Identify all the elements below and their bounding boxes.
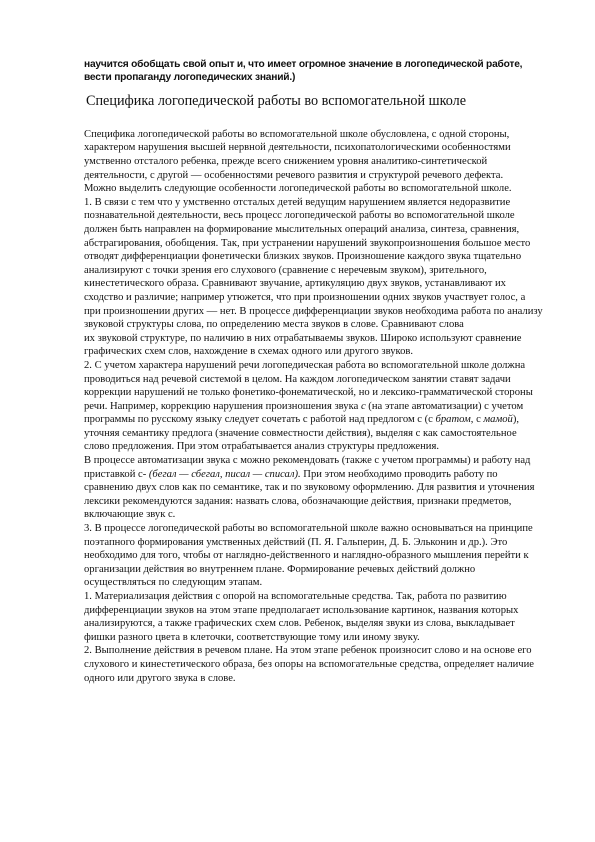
italic-run: братом xyxy=(435,414,471,426)
text-run: , с xyxy=(470,414,484,426)
page-title: Специфика логопедической работы во вспомогательной школе xyxy=(86,92,467,109)
document-body xyxy=(84,128,544,685)
document-page xyxy=(84,58,544,685)
paragraph-point-3: 3. В процессе логопедической работы во вспомогательной школе важно основываться на принципе поэтапного формирования умственных действий (П. Я. Гальперин, Д. Б. Эльконин и др.). Это необходимо для того, чтобы от наглядно-действенного и наглядно-образного мышления перейти к организации действия во внутреннем плане. Формирование речевых действий должно осуществляться по следующим этапам. xyxy=(84,523,533,589)
italic-run: мамой xyxy=(483,414,513,426)
italic-run: с xyxy=(360,400,366,412)
paragraph-point-1-continued: их звуковой структуре, по наличию в них отрабатываемы звуков. Широко используют сравнение графических схем слов, нахождение в схемах одного или другого звуков. xyxy=(84,332,522,358)
text-run: В процессе автоматизации звука с можно рекомендовать (также с учетом программы) и работу над приставкой с- xyxy=(84,455,531,480)
paragraph-features-lead: Можно выделить следующие особенности логопедической работы во вспомогательной школе. xyxy=(84,183,512,195)
italic-run: (бегал — сбегал, писал — списал). xyxy=(148,468,301,480)
text-run: (на этапе автоматизации) с учетом программы по русскому языку следует сочетать с работой над предлогом с (с xyxy=(84,400,524,426)
paragraph-point-2 xyxy=(84,359,544,454)
paragraph-stage-1: 1. Материализация действия с опорой на вспомогательные средства. Так, работа по развитию дифференциации звуков на этом этапе предполагает использование картинок, названия которых анализируются, а также графических схем слов. Ребенок, выделяя звуки из слова, выкладывает фишки разного цвета в клеточки, соответствующие тому или иному звуку. xyxy=(84,591,519,643)
text-run: 2. С учетом характера нарушений речи логопедическая работа во вспомогательной школе должна проводиться над речевой системой в целом. На каждом логопедическом занятии ставят задачи коррекции нарушений не только фонетико-фонематической, но и лексико-грамматической стороны речи. Например, коррекцию нарушения произношения звука xyxy=(84,359,533,412)
text-run: ), уточняя семантику предлога (значение совместности действия), выделяя с как самостоятельное слово предложения. При этом отрабатывается анализ структуры предложения. xyxy=(84,414,520,453)
paragraph-intro: Специфика логопедической работы во вспомогательной школе обусловлена, с одной стороны, характером нарушения высшей нервной деятельности, психопатологическими особенностями умственно отсталого ребенка, прежде всего снижением уровня аналитико-синтетической деятельности, с другой — особенностями речевого развития и структурой речевого дефекта. xyxy=(84,128,511,181)
top-note: научится обобщать свой опыт и, что имеет огромное значение в логопедической работе, вести пропаганду логопедических знаний.) xyxy=(84,59,523,84)
text-run: При этом необходимо проводить работу по сравнению двух слов как по семантике, так и по звуковому оформлению. Для развития и уточнения лексики рекомендуются задания: назвать слова, обозначающие действия, признаки предметов, включающие звук с. xyxy=(84,468,535,521)
paragraph-automation xyxy=(84,454,544,522)
paragraph-point-1: 1. В связи с тем что у умственно отсталых детей ведущим нарушением является недоразвитие познавательной деятельности, весь процесс логопедической работы во вспомогательной школе должен быть направлен на формирование мыслительных операций анализа, синтеза, сравнения, абстрагирования, обобщения. Так, при устранении нарушений звукопроизношения большое место отводят дифференциации фонетически близких звуков. Произношение каждого звука тщательно анализируют с точки зрения его слухового (сравнение с неречевым звуком), зрительного, кинестетического образа. Сравнивают звучание, артикуляцию двух звуков, устанавливают их сходство и различие; например утюжется, что при произношении одних звуков участвует голос, а при произношении других — нет. В процессе дифференциации звуков необходима работа по анализу звуковой структуры слова, по определению места звуков в слове. Сравнивают слова xyxy=(84,196,543,331)
paragraph-stage-2: 2. Выполнение действия в речевом плане. На этом этапе ребенок произносит слово и на основе его слухового и кинестетического образа, без опоры на вспомогательные средства, определяет наличие одного или другого звука в слове. xyxy=(84,645,534,684)
